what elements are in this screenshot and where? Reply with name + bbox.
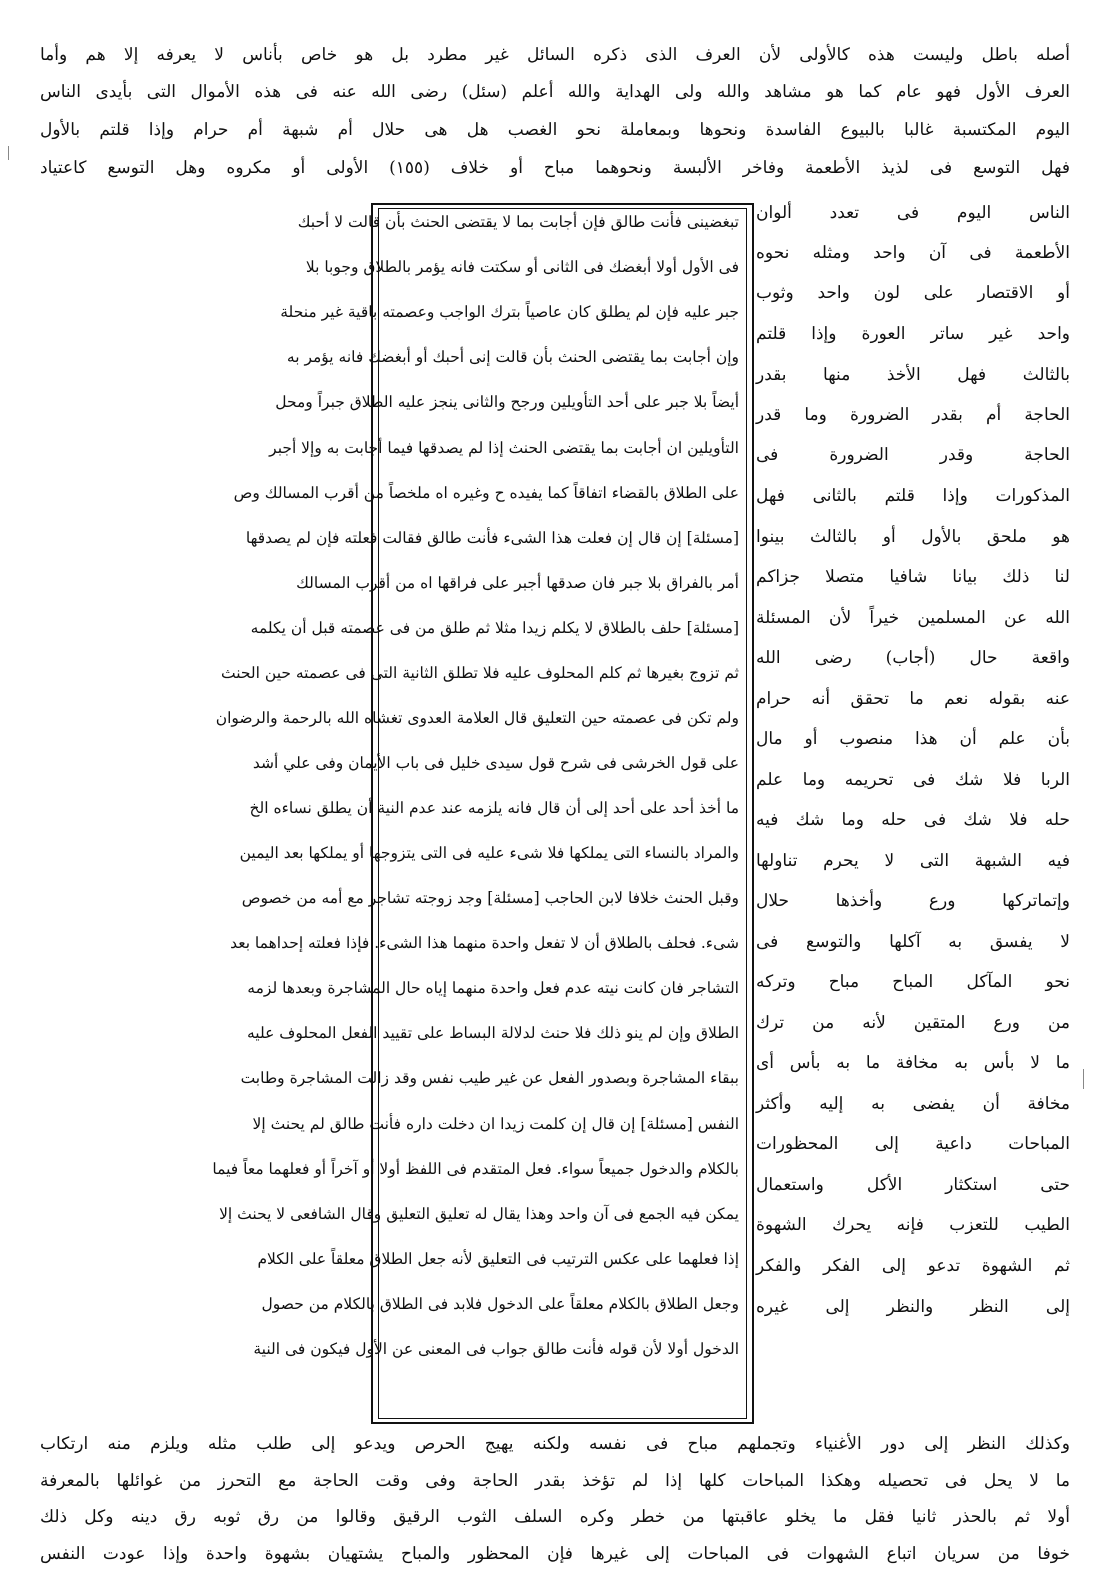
text-line: فهل التوسع فى لذيذ الأطعمة وفاخر الألبسة ونحوهما مباح أو خلاف (١٥٥) الأولى أو مكروه وهل التوسع كاعتياد: [40, 158, 1071, 178]
text-line: نحو المآكل المباح مباح وتركه: [756, 972, 1070, 992]
text-line: فيه الشبهة التى لا يحرم تناولها: [756, 851, 1070, 871]
text-line: وقبل الحنث خلافا لابن الحاجب [مسئلة] وجد زوجته تشاجر مع أمه من خصوص: [241, 889, 739, 907]
text-line: خوفا من سريان اتباع الشهوات فى المباحات إلى غيرها فإن المحظور والمباح يشتهيان بشهوة واحدة وإذا عودت النفس: [40, 1544, 1070, 1564]
text-line: [مسئلة] حلف بالطلاق لا يكلم زيدا مثلا ثم طلق من فى عصمته قبل أن يكلمه: [250, 619, 739, 637]
text-line: ثم الشهوة تدعو إلى الفكر والفكر: [756, 1256, 1070, 1276]
text-line: أيضاً بلا جبر على أحد التأويلين ورجح والثانى ينجز عليه الطلاق جبراً ومحل: [275, 393, 739, 411]
text-line: الناس اليوم فى تعدد ألوان: [756, 203, 1070, 223]
text-line: وكذلك النظر إلى دور الأغنياء وتجملهم مباح فى نفسه ولكنه يهيج الحرص ويدعو إلى طلب مثله ويلزم منه ارتكاب: [40, 1434, 1070, 1454]
text-line: بأن علم أن هذا منصوب أو مال: [756, 729, 1070, 749]
text-line: لنا ذلك بيانا شافيا متصلا جزاكم: [756, 567, 1070, 587]
text-line: الطلاق وإن لم ينو ذلك فلا حنث لدلالة البساط على تقييد الفعل المحلوف عليه: [246, 1024, 739, 1042]
text-line: المذكورات وإذا قلتم بالثانى فهل: [756, 486, 1070, 506]
text-line: تبغضينى فأنت طالق فإن أجابت بما لا يقتضى الحنث بأن قالت لا أحبك: [297, 213, 739, 231]
text-line: واحد غير ساتر العورة وإذا قلتم: [756, 324, 1070, 344]
text-line: شىء. فحلف بالطلاق أن لا تفعل واحدة منهما هذا الشىء. فإذا فعلته إحداهما بعد: [230, 934, 739, 952]
text-line: أولا ثم بالحذر ثانيا فقل ما يخلو عاقبتها من خطر وكره السلف الثوب الرقيق وقالوا من رق ثوبه رق دينه وكل ذلك: [40, 1507, 1070, 1527]
text-line: النفس [مسئلة] إن قال إن كلمت زيدا ان دخلت داره فأنت طالق لم يحنث إلا: [252, 1115, 739, 1133]
text-line: [مسئلة] إن قال إن فعلت هذا الشىء فأنت طالق فقالت فعلته فإن لم يصدقها: [245, 529, 739, 547]
text-line: المباحات داعية إلى المحظورات: [756, 1134, 1070, 1154]
text-line: واقعة حال (أجاب) رضى الله: [756, 648, 1070, 668]
text-line: وإن أجابت بما يقتضى الحنث بأن قالت إنى أحبك أو أبغضك فانه يؤمر به: [286, 348, 739, 366]
text-line: على الطلاق بالقضاء اتفاقاً كما يفيده ح وغيره اه ملخصاً من أقرب المسالك وص: [233, 484, 739, 502]
text-line: حله فلا شك فى حله وما شك فيه: [756, 810, 1070, 830]
text-line: ببقاء المشاجرة وبصدور الفعل عن غير طيب نفس وقد زالت المشاجرة وطابت: [240, 1069, 739, 1087]
text-line: ما لا يحل فى تحصيله وهكذا المباحات كلها إذا لم تؤخذ بقدر الحاجة وفى وقت الحاجة مع التحرز من غوائلها بالمعرفة: [40, 1471, 1070, 1491]
text-line: الطيب للتعزب فإنه يحرك الشهوة: [756, 1215, 1070, 1235]
text-line: يمكن فيه الجمع فى آن واحد وهذا يقال له تعليق التعليق وقال الشافعى لا يحنث إلا: [219, 1205, 739, 1223]
text-line: على قول الخرشى فى شرح قول سيدى خليل فى باب الأيمان وفى علي أشد: [252, 754, 739, 772]
text-line: أصله باطل وليست هذه كالأولى لأن العرف الذى ذكره السائل غير مطرد بل هو خاص بأناس لا يعرفه إلا هم وأما: [40, 45, 1070, 65]
text-line: الدخول أولا لأن قوله فأنت طالق جواب فى المعنى عن الأول فيكون فى النية: [253, 1340, 739, 1358]
text-line: التشاجر فان كانت نيته عدم فعل واحدة منهما إياه حال المشاجرة وبعدها لزمه: [247, 979, 739, 997]
text-line: ولم تكن فى عصمته حين التعليق قال العلامة العدوى تغشاه الله بالرحمة والرضوان: [215, 709, 739, 727]
text-line: وإتماتركها ورع وأخذها حلال: [756, 891, 1070, 911]
scan-margin-mark: [8, 146, 9, 160]
text-line: اليوم المكتسبة غالبا بالبيوع الفاسدة ونحوها وبمعاملة نحو الغصب هل هى حلال أم شبهة أم حرام وإذا قلتم بالأول: [40, 120, 1070, 140]
text-line: هو ملحق بالأول أو بالثالث بينوا: [756, 527, 1070, 547]
text-line: جبر عليه فإن لم يطلق كان عاصياً بترك الواجب وعصمته باقية غير منحلة: [280, 303, 739, 321]
text-line: وجعل الطلاق بالكلام معلقاً على الدخول فلابد فى الطلاق بالكلام من حصول: [261, 1295, 739, 1313]
text-line: والمراد بالنساء التى يملكها فلا شىء عليه فى التى يتزوجها أو يملكها بعد اليمين: [239, 844, 739, 862]
text-line: ثم تزوج بغيرها ثم كلم المحلوف عليه فلا تطلق الثانية التى فى عصمته حين الحنث: [221, 664, 739, 682]
text-line: العرف الأول فهو عام كما هو مشاهد والله ولى الهداية والله أعلم (سئل) رضى الله عنه فى هذه الأموال التى بأيدى الناس: [40, 82, 1070, 102]
text-line: إلى النظر والنظر إلى غيره: [756, 1297, 1070, 1317]
text-line: أو الاقتصار على لون واحد وثوب: [756, 283, 1070, 303]
text-line: فى الأول أولا أبغضك فى الثانى أو سكتت فانه يؤمر بالطلاق وجوبا بلا: [305, 258, 739, 276]
text-line: بالكلام والدخول جميعاً سواء. فعل المتقدم فى اللفظ أولا أو آخراً أو فعلهما معاً فيما: [212, 1160, 739, 1178]
text-line: الحاجة أم بقدر الضرورة وما قدر: [756, 405, 1070, 425]
text-line: بالثالث فهل الأخذ منها بقدر: [756, 365, 1070, 385]
text-line: الحاجة وقدر الضرورة فى: [756, 445, 1070, 465]
text-line: الأطعمة فى آن واحد ومثله نحوه: [756, 243, 1070, 263]
text-line: إذا فعلهما على عكس الترتيب فى التعليق لأنه جعل الطلاق معلقاً على الكلام: [257, 1250, 739, 1268]
text-line: مخافة أن يفضى به إليه وأكثر: [756, 1094, 1070, 1114]
text-line: ما أخذ أحد على أحد إلى أن قال فانه يلزمه عند عدم النية أن يطلق نساءه الخ: [249, 799, 739, 817]
text-line: أمر بالفراق بلا جبر فان صدقها أجبر على فراقها اه من أقرب المسالك: [296, 574, 739, 592]
text-line: التأويلين ان أجابت بما يقتضى الحنث إذا لم يصدقها فيما أجابت به وإلا أجبر: [269, 439, 739, 457]
text-line: عنه بقوله نعم ما تحقق أنه حرام: [756, 689, 1070, 709]
text-line: الربا فلا شك فى تحريمه وما علم: [756, 770, 1070, 790]
text-line: الله عن المسلمين خيراً لأن المسئلة: [756, 608, 1070, 628]
text-line: من ورع المتقين لأنه من ترك: [756, 1013, 1070, 1033]
scan-margin-mark: [1083, 1069, 1084, 1089]
text-line: لا يفسق به آكلها والتوسع فى: [756, 932, 1070, 952]
text-line: ما لا بأس به مخافة ما به بأس أى: [756, 1053, 1070, 1073]
text-line: حتى استكثار الأكل واستعمال: [756, 1175, 1070, 1195]
